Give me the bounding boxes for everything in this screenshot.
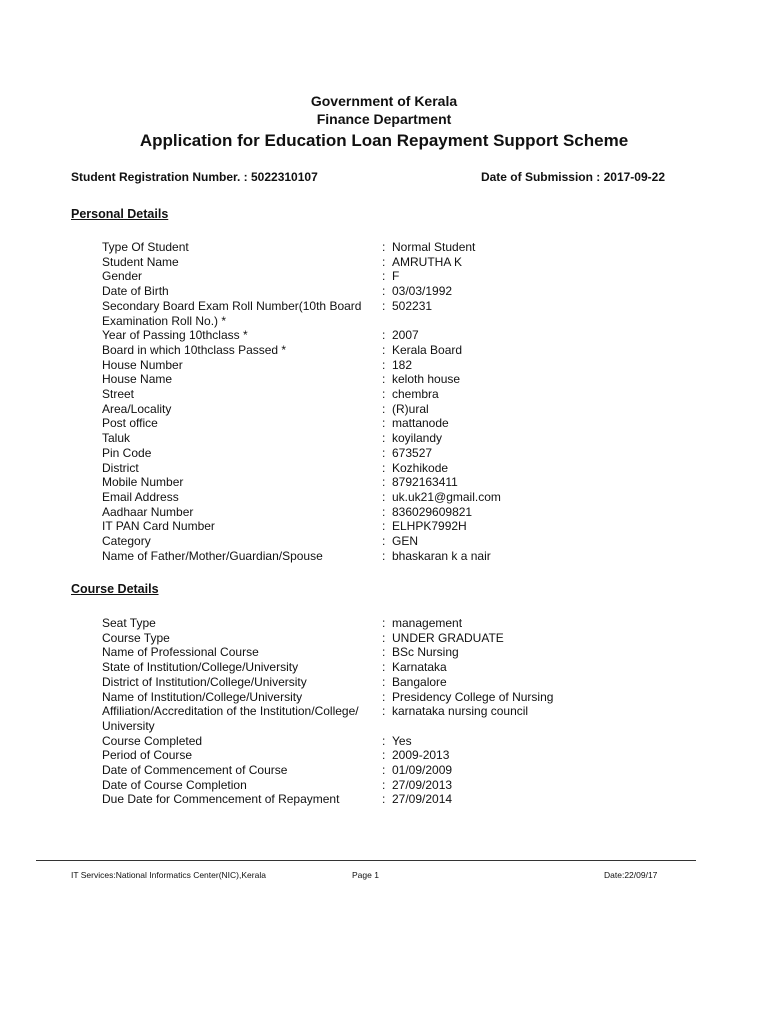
government-name: Government of Kerala	[310, 93, 458, 109]
personal-details-list	[102, 240, 622, 563]
field-value: AMRUTHA K	[392, 254, 463, 269]
field-value: keloth house	[392, 372, 461, 387]
detail-row	[102, 461, 622, 476]
field-value: management	[392, 616, 463, 630]
detail-row	[102, 763, 622, 778]
detail-row	[102, 519, 622, 534]
field-value: 182	[392, 357, 413, 372]
field-label: Email Address	[102, 489, 179, 504]
field-label: Category	[102, 534, 151, 549]
field-value: Kerala Board	[392, 342, 463, 357]
field-label: Date of Birth	[102, 284, 169, 299]
field-label: Name of Father/Mother/Guardian/Spouse	[102, 548, 323, 563]
field-value: 2009-2013	[392, 748, 450, 763]
field-label: Name of Professional Course	[102, 645, 259, 660]
field-separator: :	[382, 298, 386, 313]
personal-details-heading: Personal Details	[71, 207, 169, 221]
field-value: 673527	[392, 445, 433, 460]
field-label: District	[102, 460, 139, 475]
field-separator: :	[382, 372, 386, 387]
field-value: 27/09/2014	[392, 792, 453, 807]
field-separator: :	[382, 534, 386, 549]
field-separator: :	[382, 645, 386, 660]
field-separator: :	[382, 475, 386, 490]
field-separator: :	[382, 431, 386, 446]
field-label: Type Of Student	[102, 240, 189, 254]
field-separator: :	[382, 342, 386, 357]
field-value: koyilandy	[392, 431, 443, 446]
field-value: GEN	[392, 534, 419, 549]
field-value: (R)ural	[392, 401, 429, 416]
field-label: Year of Passing 10thclass *	[102, 328, 248, 343]
field-value: 502231	[392, 298, 433, 313]
field-value: F	[392, 269, 400, 284]
detail-row	[102, 284, 622, 299]
registration-number: Student Registration Number. : 5022310107	[71, 170, 318, 184]
field-separator: :	[382, 240, 386, 254]
submission-date: Date of Submission : 2017-09-22	[480, 170, 665, 184]
field-label: Seat Type	[102, 616, 156, 630]
field-value: bhaskaran k a nair	[392, 548, 491, 563]
footer-divider	[36, 860, 696, 861]
field-value: 836029609821	[392, 504, 473, 519]
footer-date: Date:22/09/17	[604, 870, 658, 880]
field-value: Bangalore	[392, 674, 447, 689]
field-value: uk.uk21@gmail.com	[392, 489, 501, 504]
detail-row	[102, 299, 622, 328]
field-separator: :	[382, 254, 386, 269]
detail-row	[102, 792, 622, 807]
field-value: Kozhikode	[392, 460, 449, 475]
field-separator: :	[382, 748, 386, 763]
field-label: Date of Course Completion	[102, 777, 247, 792]
field-label: Street	[102, 387, 135, 402]
course-details-list	[102, 616, 622, 807]
detail-row	[102, 402, 622, 417]
detail-row	[102, 255, 622, 270]
detail-row	[102, 446, 622, 461]
detail-row	[102, 387, 622, 402]
detail-row	[102, 616, 622, 631]
footer-service-credit: IT Services:National Informatics Center(NIC),Kerala	[71, 870, 266, 880]
detail-row	[102, 416, 622, 431]
field-separator: :	[382, 630, 386, 645]
field-label: Taluk	[102, 431, 131, 446]
field-label: Board in which 10thclass Passed *	[102, 342, 287, 357]
detail-row	[102, 704, 622, 733]
detail-row	[102, 358, 622, 373]
field-separator: :	[382, 519, 386, 534]
field-label: Post office	[102, 416, 158, 431]
detail-row	[102, 734, 622, 749]
field-value: 27/09/2013	[392, 777, 453, 792]
detail-row	[102, 343, 622, 358]
field-value: Yes	[392, 733, 412, 748]
footer-page-number: Page 1	[352, 870, 379, 880]
field-separator: :	[382, 616, 386, 630]
document-title: Application for Education Loan Repayment Support Scheme	[139, 131, 629, 150]
field-label: Period of Course	[102, 748, 193, 763]
field-label: House Name	[102, 372, 173, 387]
field-label: Due Date for Commencement of Repayment	[102, 792, 340, 807]
detail-row	[102, 549, 622, 564]
field-separator: :	[382, 777, 386, 792]
field-separator: :	[382, 763, 386, 778]
detail-row	[102, 372, 622, 387]
field-label: State of Institution/College/University	[102, 660, 299, 675]
field-label: Pin Code	[102, 445, 152, 460]
field-value: 8792163411	[392, 475, 458, 490]
field-separator: :	[382, 401, 386, 416]
field-value: Presidency College of Nursing	[392, 689, 554, 704]
field-label: Aadhaar Number	[102, 504, 194, 519]
field-value: 03/03/1992	[392, 284, 453, 299]
field-value: ELHPK7992H	[392, 519, 467, 534]
field-label: Course Type	[102, 630, 170, 645]
field-separator: :	[382, 674, 386, 689]
field-label: Course Completed	[102, 733, 203, 748]
field-label: Student Name	[102, 254, 179, 269]
field-value: BSc Nursing	[392, 645, 459, 660]
detail-row	[102, 240, 622, 255]
detail-row	[102, 534, 622, 549]
detail-row	[102, 490, 622, 505]
field-separator: :	[382, 460, 386, 475]
field-label: House Number	[102, 357, 183, 372]
field-value: Karnataka	[392, 660, 447, 675]
field-separator: :	[382, 387, 386, 402]
field-separator: :	[382, 284, 386, 299]
field-separator: :	[382, 689, 386, 704]
field-separator: :	[382, 416, 386, 431]
detail-row	[102, 660, 622, 675]
field-separator: :	[382, 269, 386, 284]
field-label: Secondary Board Exam Roll Number(10th Board Examination Roll No.) *	[102, 298, 362, 328]
detail-row	[102, 645, 622, 660]
detail-row	[102, 675, 622, 690]
field-separator: :	[382, 504, 386, 519]
field-label: Name of Institution/College/University	[102, 689, 303, 704]
document-header	[0, 92, 768, 152]
field-value: chembra	[392, 387, 439, 402]
field-separator: :	[382, 733, 386, 748]
field-label: Area/Locality	[102, 401, 172, 416]
course-details-heading: Course Details	[71, 582, 159, 596]
field-value: UNDER GRADUATE	[392, 630, 504, 645]
field-separator: :	[382, 660, 386, 675]
field-value: 01/09/2009	[392, 763, 453, 778]
field-separator: :	[382, 489, 386, 504]
field-label: Date of Commencement of Course	[102, 763, 288, 778]
field-label: District of Institution/College/University	[102, 674, 307, 689]
field-value: mattanode	[392, 416, 449, 431]
detail-row	[102, 505, 622, 520]
detail-row	[102, 631, 622, 646]
detail-row	[102, 269, 622, 284]
field-separator: :	[382, 445, 386, 460]
detail-row	[102, 328, 622, 343]
field-separator: :	[382, 704, 386, 719]
field-label: Affiliation/Accreditation of the Institution/College/ University	[102, 704, 359, 733]
field-label: Gender	[102, 269, 143, 284]
field-separator: :	[382, 357, 386, 372]
field-value: Normal Student	[392, 240, 476, 254]
field-label: Mobile Number	[102, 475, 184, 490]
detail-row	[102, 431, 622, 446]
detail-row	[102, 778, 622, 793]
field-label: IT PAN Card Number	[102, 519, 215, 534]
field-separator: :	[382, 328, 386, 343]
department-name: Finance Department	[316, 111, 452, 127]
field-separator: :	[382, 792, 386, 807]
field-separator: :	[382, 548, 386, 563]
field-value: 2007	[392, 328, 419, 343]
detail-row	[102, 475, 622, 490]
field-value: karnataka nursing council	[392, 704, 529, 719]
detail-row	[102, 748, 622, 763]
detail-row	[102, 690, 622, 705]
